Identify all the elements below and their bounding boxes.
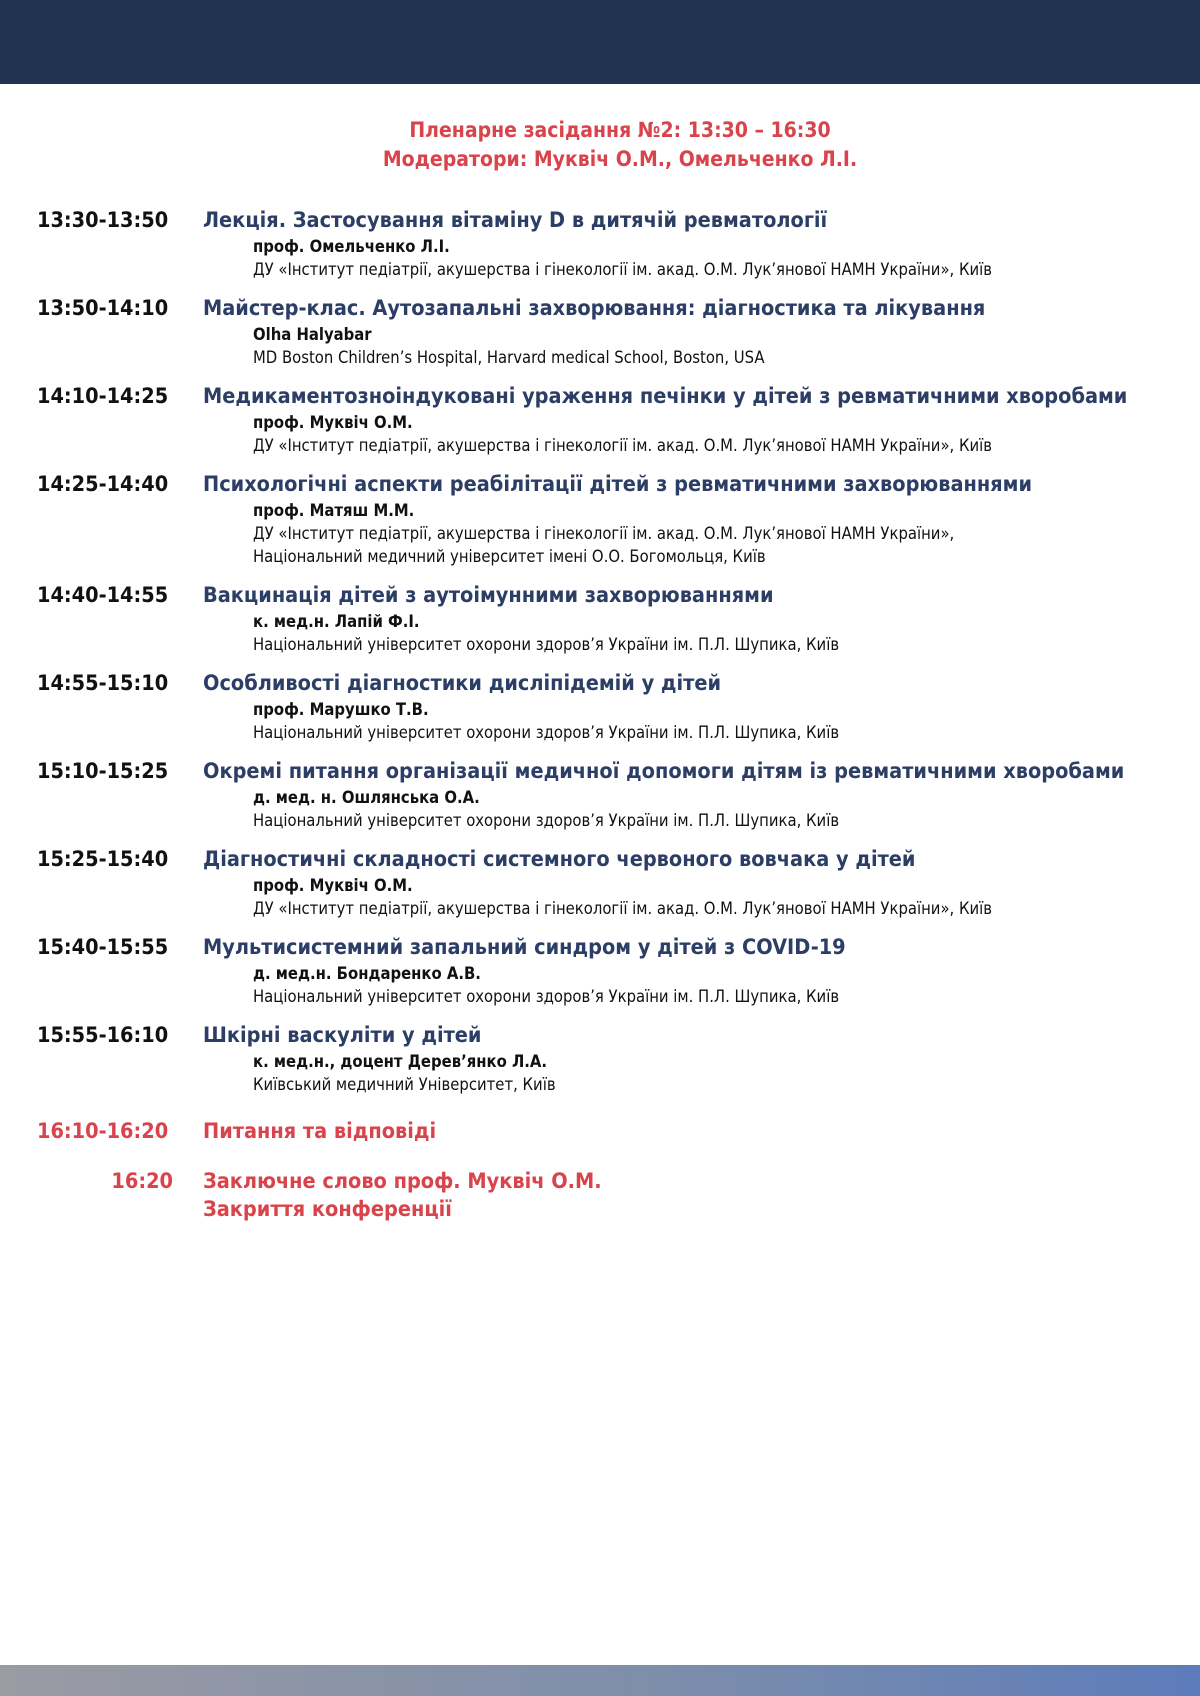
item-time: 15:40-15:55 [37,935,169,960]
item-time: 14:25-14:40 [37,472,169,497]
item-title: Особливості діагностики дисліпідемій у дітей [203,671,722,696]
item-speaker: д. мед.н. Бондаренко А.В. [253,964,481,983]
item-title: Психологічні аспекти реабілітації дітей з ревматичними захворюваннями [203,472,1033,497]
item-affiliation: Національний університет охорони здоров’я України ім. П.Л. Шупика, Київ [253,987,840,1006]
item-time: 15:25-15:40 [37,847,169,872]
item-title: Мультисистемний запальний синдром у дітей з COVID-19 [203,935,846,960]
program-item [37,582,1197,656]
program-item [37,383,1197,457]
item-time: 14:55-15:10 [37,671,169,696]
program-item [37,1022,1197,1096]
program-item [37,295,1197,369]
item-time: 13:50-14:10 [37,296,169,321]
item-speaker: проф. Муквіч О.М. [253,413,413,432]
program-item [37,846,1197,920]
item-affiliation: Національний університет охорони здоров’я України ім. П.Л. Шупика, Київ [253,635,840,654]
item-affiliation: ДУ «Інститут педіатрії, акушерства і гінекології ім. акад. О.М. Лук’янової НАМН України», Київ [253,899,993,918]
qa-time: 16:10-16:20 [37,1119,169,1144]
program-list [37,207,1197,1234]
item-title: Окремі питання організації медичної допомоги дітям із ревматичними хворобами [203,759,1125,784]
item-affiliation: Київський медичний Університет, Київ [253,1075,556,1094]
item-title: Шкірні васкуліти у дітей [203,1023,482,1048]
program-item [37,934,1197,1008]
item-speaker: проф. Омельченко Л.І. [253,237,450,256]
item-title: Майстер-клас. Аутозапальні захворювання: діагностика та лікування [203,296,986,321]
closing-time: 16:20 [111,1169,173,1194]
qa-title: Питання та відповіді [203,1119,437,1144]
closing-remarks: Заключне слово проф. Муквіч О.М. [203,1169,602,1194]
item-title: Діагностичні складності системного червоного вовчака у дітей [203,847,916,872]
item-affiliation: MD Boston Children’s Hospital, Harvard medical School, Boston, USA [253,348,765,367]
item-speaker: д. мед. н. Ошлянська О.А. [253,788,480,807]
item-title: Вакцинація дітей з аутоімунними захворюваннями [203,583,774,608]
footer-band [0,1665,1200,1696]
item-affiliation: Національний університет охорони здоров’я України ім. П.Л. Шупика, Київ [253,723,840,742]
program-item [37,207,1197,281]
item-time: 14:10-14:25 [37,384,169,409]
item-time: 15:10-15:25 [37,759,169,784]
header-band [0,0,1200,84]
item-speaker: проф. Матяш М.М. [253,501,415,520]
item-title: Медикаментозноіндуковані ураження печінки у дітей з ревматичними хворобами [203,384,1128,409]
item-speaker: проф. Марушко Т.В. [253,700,429,719]
closing-item [37,1168,1197,1224]
item-speaker: к. мед.н., доцент Дерев’янко Л.А. [253,1052,548,1071]
item-affiliation-2: Національний медичний університет імені О.О. Богомольця, Київ [253,547,766,566]
qa-item [37,1118,1197,1146]
item-time: 14:40-14:55 [37,583,169,608]
program-item [37,471,1197,568]
item-speaker: проф. Муквіч О.М. [253,876,413,895]
item-title: Лекція. Застосування вітаміну D в дитячій ревматології [203,208,828,233]
program-item [37,758,1197,832]
session-moderators: Модератори: Муквіч О.М., Омельченко Л.І. [382,147,858,171]
item-affiliation: ДУ «Інститут педіатрії, акушерства і гінекології ім. акад. О.М. Лук’янової НАМН України», Київ [253,260,993,279]
program-item [37,670,1197,744]
closing-conference: Закриття конференції [203,1197,452,1222]
session-header [0,116,1200,174]
item-speaker: к. мед.н. Лапій Ф.І. [253,612,420,631]
item-affiliation: ДУ «Інститут педіатрії, акушерства і гінекології ім. акад. О.М. Лук’янової НАМН України», Київ [253,436,993,455]
item-time: 13:30-13:50 [37,208,169,233]
item-affiliation: ДУ «Інститут педіатрії, акушерства і гінекології ім. акад. О.М. Лук’янової НАМН України», [253,524,955,543]
item-time: 15:55-16:10 [37,1023,169,1048]
item-affiliation: Національний університет охорони здоров’я України ім. П.Л. Шупика, Київ [253,811,840,830]
session-title: Пленарне засідання №2: 13:30 – 16:30 [409,118,831,142]
item-speaker: Olha Halyabar [253,325,372,344]
